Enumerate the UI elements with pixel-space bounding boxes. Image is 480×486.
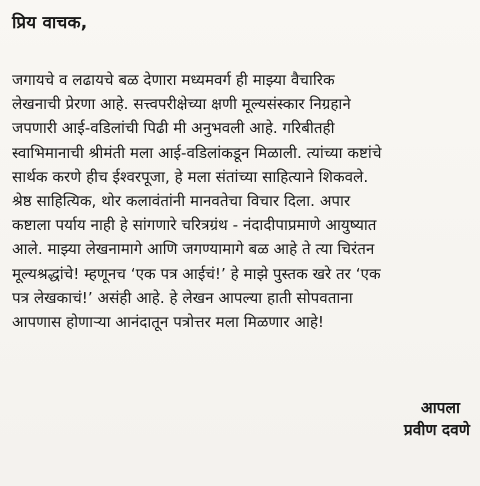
letter-line: आपणास होणाऱ्या आनंदातून पत्रोत्तर मला मिळणार आहे! bbox=[12, 312, 324, 331]
letter-line: मूल्यश्रद्धांचे! म्हणूनच ‘एक पत्र आईचं!’ हे माझे पुस्तक खरे तर ‘एक bbox=[12, 264, 381, 283]
letter-line: जपणारी आई-वडिलांची पिढी मी अनुभवली आहे. गरिबीतही bbox=[12, 119, 335, 138]
letter-line: आले. माझ्या लेखनामागे आणि जगण्यामागे बळ आहे ते त्या चिरंतन bbox=[12, 240, 375, 259]
letter-signoff bbox=[404, 397, 470, 441]
letter-closing: आपला bbox=[420, 399, 460, 417]
letter-line: सार्थक करणे हीच ईश्वरपूजा, हे मला संतांच्या साहित्याने शिकवले. bbox=[12, 167, 369, 186]
letter-line: जगायचे व लढायचे बळ देणारा मध्यमवर्ग ही माझ्या वैचारिक bbox=[12, 71, 335, 89]
author-name: प्रवीण दवणे bbox=[403, 421, 470, 439]
letter-salutation: प्रिय वाचक, bbox=[12, 13, 88, 33]
letter-line: पत्र लेखकाचं!’ असंही आहे. हे लेखन आपल्या हाती सोपवताना bbox=[12, 288, 353, 307]
letter-line: कष्टाला पर्याय नाही हे सांगणारे चरित्रग्रंथ - नंदादीपाप्रमाणे आयुष्यात bbox=[12, 216, 377, 235]
letter-line: स्वाभिमानाची श्रीमंती मला आई-वडिलांकडून मिळाली. त्यांच्या कष्टांचे bbox=[12, 143, 382, 162]
letter-line: श्रेष्ठ साहित्यिक, थोर कलावंतांनी मानवतेचा विचार दिला. अपार bbox=[12, 191, 351, 210]
letter-line: लेखनाची प्रेरणा आहे. सत्त्वपरीक्षेच्या क्षणी मूल्यसंस्कार निग्रहाने bbox=[12, 95, 351, 114]
letter-body bbox=[12, 68, 472, 334]
